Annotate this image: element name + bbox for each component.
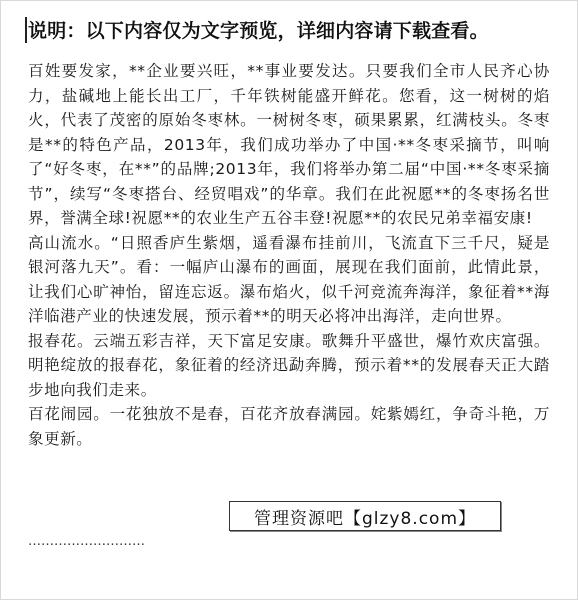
paragraph: 高山流水。“日照香庐生紫烟，遥看瀑布挂前川，飞流直下三千尺，疑是银河落九天”。看：一幅庐山瀑布的画面，展现在我们面前，此情此景，让我们心旷神怡，留连忘返。瀑布焰火，似千河竞流奔海洋，象征着**海洋临港产业的快速发展，预示着**的明天必将冲出海洋，走向世界。 — [28, 233, 550, 325]
paragraph: 百姓要发家，**企业要兴旺，**事业要发达。只要我们全市人民齐心协力，盐碱地上能长出工厂，千年铁树能盛开鲜花。您看，这一树树的焰火，代表了茂密的原始冬枣林。一树树冬枣，硕果累累，红满枝头。冬枣是**的特色产品，2013年，我们成功举办了中国·**冬枣采摘节，叫响了“好冬枣，在**”的品牌;2013年，我们将举办第二届“中国·**冬枣采摘节”，续写“冬枣搭台、经贸唱戏”的华章。我们在此祝愿**的冬枣扬名世界，誉满全球!祝愿**的农业生产五谷丰登!祝愿**的农民兄弟幸福安康! — [28, 62, 550, 227]
site-watermark: 管理资源吧【glzy8.com】 — [229, 501, 501, 531]
document-body — [28, 59, 550, 451]
continuation-ellipsis: ……………………… — [28, 534, 145, 549]
paragraph: 百花闹园。一花独放不是春，百花齐放春满园。姹紫嫣红，争奇斗艳，万象更新。 — [28, 405, 550, 448]
paragraph: 报春花。云端五彩吉祥，天下富足安康。歌舞升平盛世，爆竹欢庆富强。明艳绽放的报春花，象征着的经济迅勐奔腾，预示着**的发展春天正大踏步地向我们走来。 — [28, 331, 550, 399]
text-cursor — [25, 17, 27, 43]
preview-notice: 说明：以下内容仅为文字预览，详细内容请下载查看。 — [28, 20, 489, 42]
